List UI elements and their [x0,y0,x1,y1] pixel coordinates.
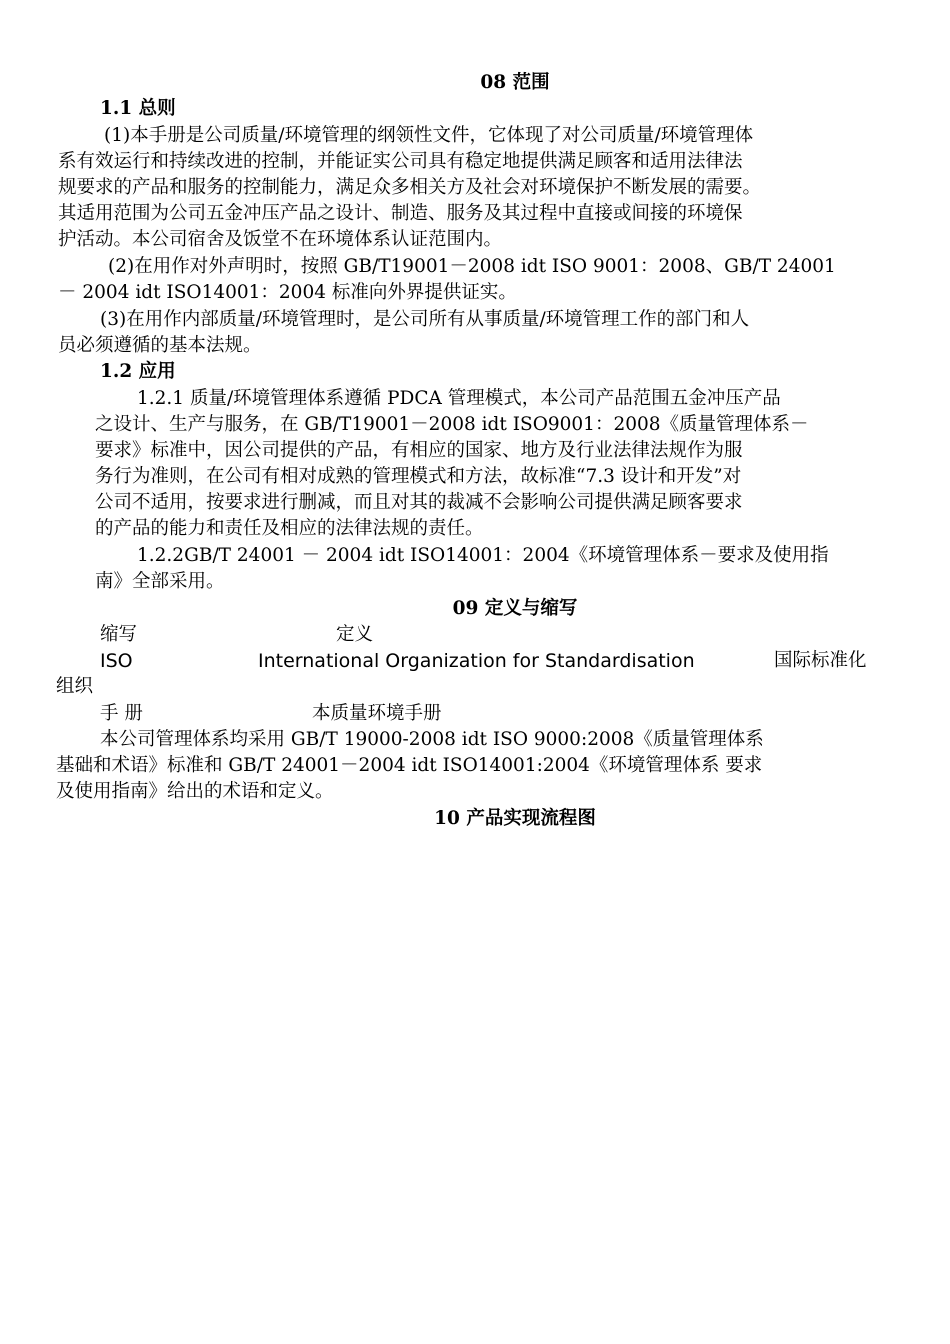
para1-line5: 护活动。本公司宿舍及饭堂不在环境体系认证范围内。 [58,229,503,250]
section-08-heading: 08 范围 [480,72,550,93]
para2-line1: (2)在用作对外声明时，按照 GB/T19001－2008 idt ISO 9001：2008、GB/T 24001 [108,256,836,277]
para1-line4: 其适用范围为公司五金冲压产品之设计、制造、服务及其过程中直接或间接的环境保 [58,203,743,224]
para2-line2: － 2004 idt ISO14001：2004 标准向外界提供证实。 [58,282,517,303]
para121-line6: 的产品的能力和责任及相应的法律法规的责任。 [95,518,484,539]
definition-column-header: 定义 [336,624,374,645]
para1-line3: 规要求的产品和服务的控制能力，满足众多相关方及社会对环境保护不断发展的需要。 [58,177,762,198]
manual-definition: 本质量环境手册 [312,703,442,724]
terms-note-line2: 基础和术语》标准和 GB/T 24001－2004 idt ISO14001:2004《环境管理体系 要求 [56,755,763,776]
para1-line2: 系有效运行和持续改进的控制，并能证实公司具有稳定地提供满足顾客和适用法律法 [58,151,743,172]
subsection-1-2-heading: 1.2 应用 [100,361,176,382]
subsection-1-1-heading: 1.1 总则 [100,98,176,119]
section-09-heading: 09 定义与缩写 [452,598,578,619]
para121-line2: 之设计、生产与服务，在 GB/T19001－2008 idt ISO9001：2008《质量管理体系－ [95,414,809,435]
para1-line1: (1)本手册是公司质量/环境管理的纲领性文件，它体现了对公司质量/环境管理体 [104,125,754,146]
para3-line1: (3)在用作内部质量/环境管理时，是公司所有从事质量/环境管理工作的部门和人 [100,309,750,330]
para121-line1: 1.2.1 质量/环境管理体系遵循 PDCA 管理模式，本公司产品范围五金冲压产品 [137,388,781,409]
para121-line3: 要求》标准中，因公司提供的产品，有相应的国家、地方及行业法律法规作为服 [95,440,743,461]
para121-line5: 公司不适用，按要求进行删减，而且对其的裁减不会影响公司提供满足顾客要求 [95,492,743,513]
para122-line1: 1.2.2GB/T 24001 － 2004 idt ISO14001：2004《环境管理体系－要求及使用指 [137,545,829,566]
terms-note-line1: 本公司管理体系均采用 GB/T 19000-2008 idt ISO 9000:2008《质量管理体系 [100,729,764,750]
iso-definition: International Organization for Standardisation [258,650,695,672]
iso-definition-cn-cont: 组织 [56,676,94,697]
para3-line2: 员必须遵循的基本法规。 [58,335,262,356]
manual-abbreviation: 手 册 [100,703,143,724]
terms-note-line3: 及使用指南》给出的术语和定义。 [56,781,334,802]
iso-definition-cn: 国际标准化 [774,650,867,671]
abbr-column-header: 缩写 [100,624,138,645]
iso-abbreviation: ISO [100,650,133,672]
para122-line2: 南》全部采用。 [95,571,225,592]
para121-line4: 务行为准则，在公司有相对成熟的管理模式和方法，故标准“7.3 设计和开发”对 [95,466,742,487]
section-10-heading: 10 产品实现流程图 [434,808,596,829]
